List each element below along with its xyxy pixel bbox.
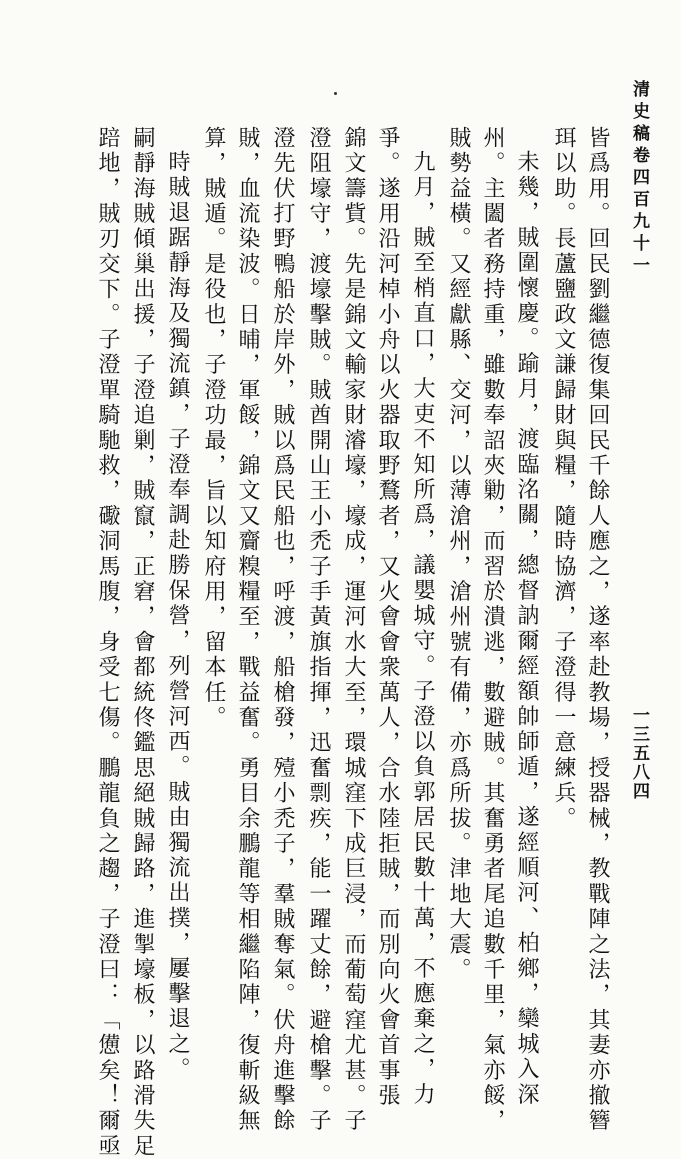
text-column-15: 踣地，賊刃交下。子澄單騎馳救，礮洞馬腹，身受七傷。鵬龍負之趨，子澄曰：「憊矣！爾亟 [95,126,120,1159]
text-column-4: 州。主闔者務持重，雖數奉詔夾勦，而習於潰逃，數避賊。其奮勇者尾追數千里，氣亦餒， [480,126,505,1134]
text-column-14: 嗣靜海賊傾巢出援，子澄追剿，賊竄，正窘，會都統佟鑑思絕賊歸路，進掣壕板，以路滑失足 [130,126,155,1159]
page-number: 一三五八四 [629,706,649,801]
ink-dot [334,92,337,95]
text-column-6: 九月，賊至梢直口，大吏不知所爲，議嬰城守。子澄以負郭居民數十萬，不應棄之，力 [410,150,435,1108]
text-column-7: 爭。遂用沿河棹小舟以火器取野鶩者，又火會會衆萬人，合水陸拒賊，而別向火會首事張 [375,126,400,1109]
book-title-header: 清史稿卷四百九十一 [629,80,649,278]
text-column-8: 錦文籌貲。先是錦文輸家財濬壕，壕成，運河水大至，環城窪下成巨浸，而葡萄窪尤甚。子 [341,126,366,1134]
text-column-2: 珥以助。長蘆鹽政文謙歸財與糧，隨時協濟，子澄得一意練兵。 [551,126,576,832]
text-column-5: 賊勢益橫。又經獻縣、交河，以薄滄州，滄州號有備，亦爲所拔。津地大震。 [446,126,471,983]
text-column-11: 賊，血流染波。日晡，軍餒，錦文又齎糗糧至，戰益奮。勇目余鵬龍等相繼陷陣，復斬級無 [235,126,260,1134]
text-column-13: 時賊退踞靜海及獨流鎮，子澄奉調赴勝保營，列營河西。賊由獨流出撲，屢擊退之。 [165,150,190,1083]
text-column-10: 澄先伏打野鴨船於岸外，賊以爲民船也，呼渡，船槍發，殪小禿子，羣賊奪氣。伏舟進擊餘 [270,126,295,1134]
text-column-1: 皆爲用。回民劉繼德復集回民千餘人應之，遂率赴教場，授器械，教戰陣之法，其妻亦撤簪 [585,126,610,1134]
text-column-12: 算，賊遁。是役也，子澄功最，旨以知府用，留本任。 [201,126,226,731]
text-column-3: 未幾，賊圍懷慶。踰月，渡臨洺關，總督訥爾經額帥師遁，遂經順河、柏鄉，欒城入深 [514,150,539,1108]
text-column-9: 澄阻壕守，渡壕擊賊。賊酋開山王小禿子手黃旗指揮，迅奮剽疾，能一躍丈餘，避槍擊。子 [306,126,331,1134]
